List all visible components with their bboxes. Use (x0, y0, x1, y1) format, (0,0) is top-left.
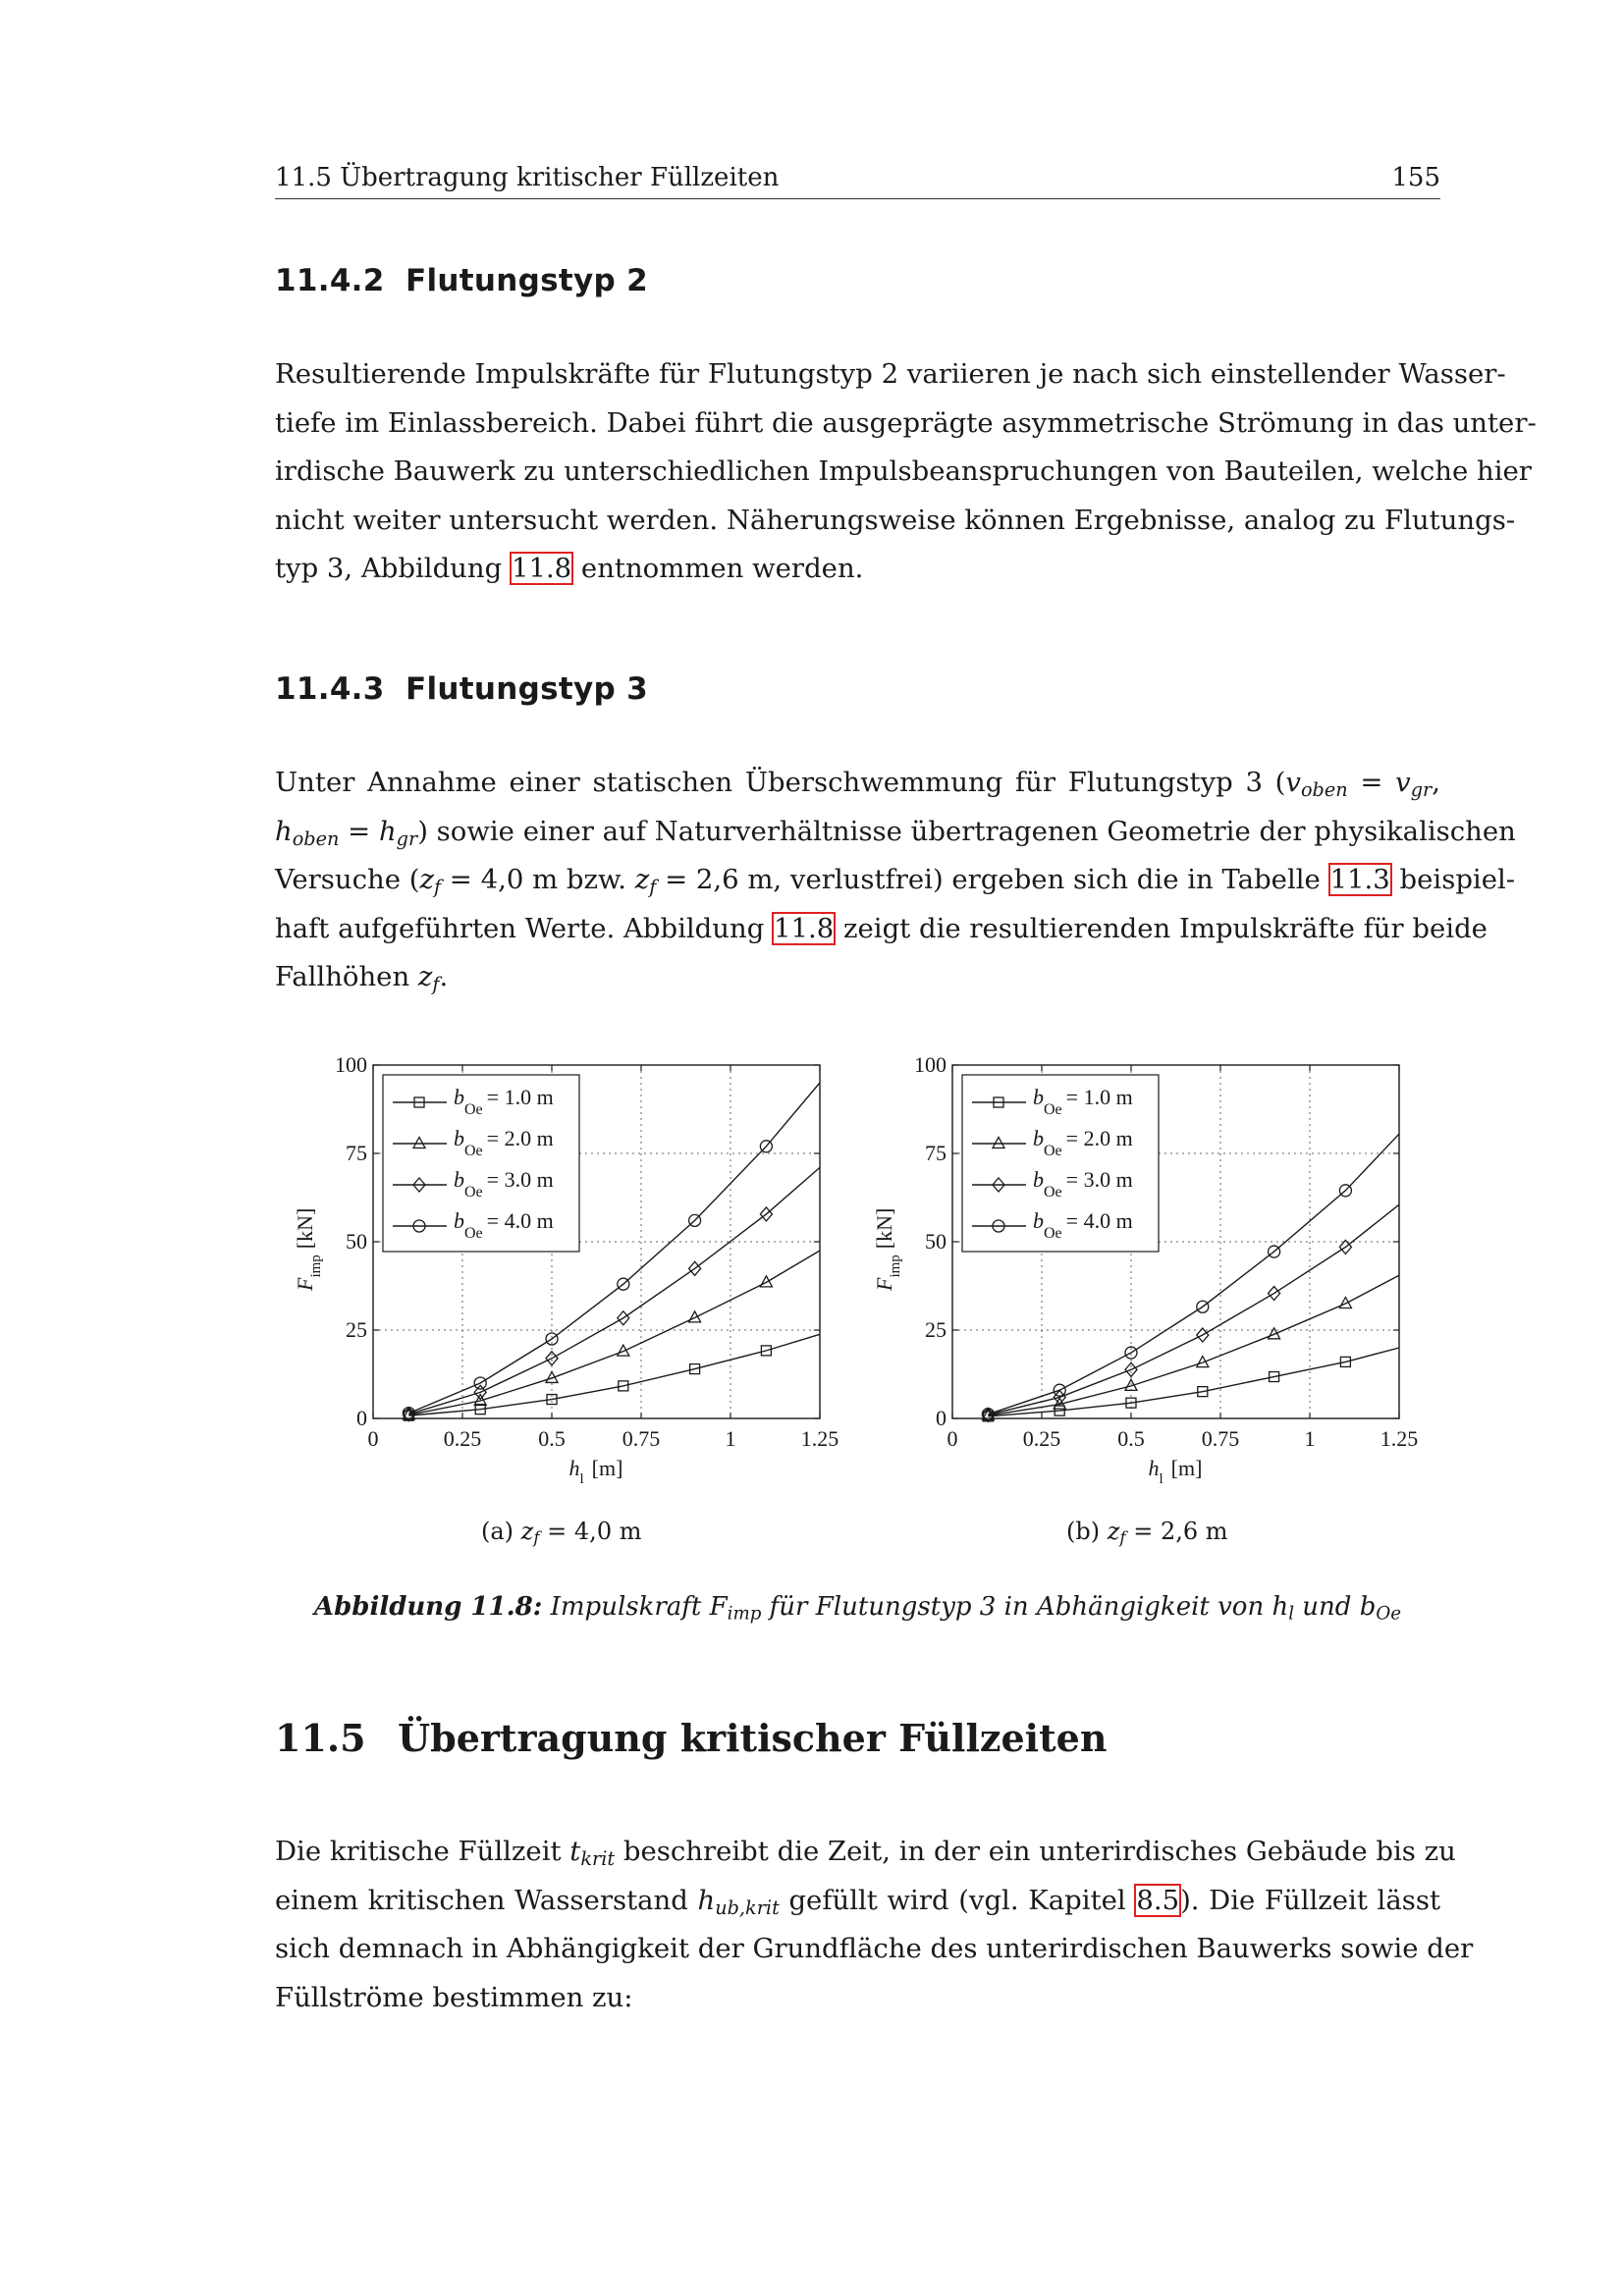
x-axis-label-unit: [m] (1170, 1456, 1203, 1480)
x-tick-label: 0.5 (1117, 1426, 1145, 1451)
legend-sub: Oe (464, 1143, 483, 1159)
y-tick-label: 100 (335, 1052, 367, 1077)
text-line: nicht weiter untersucht werden. Näherungsweise können Ergebnisse, analog zu Flutungs- (275, 504, 1516, 536)
subcaption-a (481, 1518, 641, 1547)
text-line (275, 905, 1488, 954)
text-line (275, 1877, 1440, 1926)
figure-link-11-8[interactable]: 11.8 (511, 553, 572, 584)
legend-value: = 2.0 m (486, 1126, 554, 1150)
math-var: v (1285, 767, 1301, 798)
math-sub: l (1288, 1603, 1295, 1625)
text-run: , (1432, 767, 1440, 798)
text-run: Impulskraft (542, 1592, 710, 1622)
legend-var: b (454, 1085, 464, 1109)
legend-var: b (1033, 1208, 1044, 1233)
chart-a (275, 1045, 854, 1507)
math-var: h (275, 815, 293, 847)
data-point (1269, 1328, 1280, 1339)
legend-value: = 4.0 m (486, 1208, 554, 1233)
data-point (618, 1345, 629, 1356)
x-tick-label: 1 (725, 1426, 736, 1451)
math-sub: krit (580, 1846, 616, 1870)
text-line (275, 856, 1516, 905)
y-tick-label: 50 (925, 1229, 947, 1254)
section-number: 11.4.3 (275, 671, 385, 707)
math-sub: f (433, 875, 442, 898)
legend-sub: Oe (1044, 1225, 1062, 1242)
text-line: tiefe im Einlassbereich. Dabei führt die ausgeprägte asymmetrische Strömung in das unter- (275, 406, 1537, 439)
chart-b (854, 1045, 1434, 1507)
math-sub: oben (292, 827, 340, 850)
legend-value: = 3.0 m (1065, 1167, 1133, 1192)
paragraph-flutungstyp-3 (275, 759, 1516, 1002)
text-run: für Flutungstyp 3 in Abhängigkeit von (761, 1592, 1272, 1622)
y-axis-label (872, 1208, 903, 1292)
math-var: b (1359, 1592, 1377, 1622)
text-line (275, 759, 1440, 808)
legend (962, 1075, 1159, 1252)
y-axis-label-sub: imp (308, 1255, 324, 1278)
math-var: h (378, 815, 397, 847)
y-tick-label: 50 (346, 1229, 367, 1254)
text-run: Fallhöhen (275, 961, 418, 992)
math-var: h (1271, 1592, 1289, 1622)
section-number: 11.5 (275, 1716, 366, 1760)
legend-var: b (454, 1167, 464, 1192)
y-axis-label-unit: [kN] (872, 1207, 896, 1250)
legend-value: = 1.0 m (1065, 1085, 1133, 1109)
section-heading-11-5 (275, 1716, 1107, 1760)
text-run: Versuche ( (275, 864, 420, 895)
legend-var: b (1033, 1085, 1044, 1109)
figure-link-11-8[interactable]: 11.8 (774, 912, 835, 944)
text-run: = 2,6 m (1125, 1518, 1228, 1545)
legend-var: b (454, 1126, 464, 1150)
text-run: ) sowie einer auf Naturverhältnisse übertragenen Geometrie der physikalischen (417, 815, 1516, 847)
text-run: und (1294, 1592, 1360, 1622)
math-sub: Oe (1376, 1603, 1402, 1625)
series-1 (404, 1334, 820, 1420)
text-run: Die kritische Füllzeit (275, 1836, 570, 1867)
x-axis-label-var: h (1148, 1456, 1160, 1480)
text-run: = 2,6 m, verlustfrei) ergeben sich die in Tabelle (656, 864, 1329, 895)
x-tick-label: 1 (1304, 1426, 1316, 1451)
math-sub: f (533, 1527, 540, 1548)
section-title: Flutungstyp 3 (406, 671, 648, 707)
text-line (275, 808, 1516, 857)
series-2 (982, 1275, 1399, 1419)
text-run: (b) (1066, 1518, 1108, 1545)
x-tick-label: 1.25 (800, 1426, 839, 1451)
x-axis-label-var: h (568, 1456, 580, 1480)
math-var: v (1395, 767, 1411, 798)
x-tick-label: 0.25 (443, 1426, 482, 1451)
page-number: 155 (1391, 163, 1440, 192)
y-axis-label-var: F (872, 1277, 896, 1291)
x-tick-label: 0.25 (1022, 1426, 1061, 1451)
math-sub: ub,krit (715, 1896, 780, 1919)
series-line (408, 1251, 820, 1415)
text-run: = (339, 815, 379, 847)
text-line: Resultierende Impulskräfte für Flutungstyp 2 variieren je nach sich einstellender Wasser- (275, 358, 1506, 390)
figure-11-8 (275, 1045, 854, 1507)
x-axis-label-sub: l (1159, 1471, 1163, 1487)
paragraph-fuellzeiten (275, 1828, 1474, 2022)
x-tick-label: 1.25 (1380, 1426, 1419, 1451)
section-heading-11-4-2 (275, 263, 648, 298)
text-run: entnommen werden. (572, 553, 864, 584)
legend-sub: Oe (1044, 1101, 1062, 1118)
subcaption-b (1066, 1518, 1228, 1547)
series-line (988, 1275, 1399, 1415)
legend-sub: Oe (1044, 1184, 1062, 1201)
section-heading-11-4-3 (275, 671, 648, 707)
math-var: z (419, 864, 434, 895)
section-number: 11.4.2 (275, 263, 385, 298)
text-line (275, 953, 1440, 1002)
y-tick-label: 25 (925, 1317, 947, 1342)
math-var: z (520, 1518, 534, 1545)
text-run: einem kritischen Wasserstand (275, 1884, 698, 1916)
math-var: z (634, 864, 650, 895)
legend-value: = 4.0 m (1065, 1208, 1133, 1233)
legend-sub: Oe (464, 1101, 483, 1118)
text-run: = (1347, 767, 1396, 798)
text-run: ). Die Füllzeit lässt (1180, 1884, 1440, 1916)
y-axis-label-unit: [kN] (293, 1207, 317, 1250)
math-var: t (569, 1836, 581, 1867)
y-tick-label: 75 (346, 1141, 367, 1165)
text-run: (a) (481, 1518, 521, 1545)
y-axis-label (293, 1208, 324, 1292)
x-tick-label: 0 (947, 1426, 958, 1451)
legend-sub: Oe (464, 1225, 483, 1242)
x-tick-label: 0.75 (1201, 1426, 1240, 1451)
y-tick-label: 75 (925, 1141, 947, 1165)
chapter-link-8-5[interactable]: 8.5 (1136, 1884, 1180, 1916)
math-sub: oben (1300, 777, 1348, 801)
text-run: typ 3, Abbildung (275, 553, 511, 584)
legend-value: = 2.0 m (1065, 1126, 1133, 1150)
legend-sub: Oe (1044, 1143, 1062, 1159)
x-axis-label-sub: l (579, 1471, 584, 1487)
data-point (689, 1311, 701, 1322)
legend-value: = 1.0 m (486, 1085, 554, 1109)
math-sub: f (1119, 1527, 1126, 1548)
text-run: = 4,0 m bzw. (441, 864, 635, 895)
text-run: gefüllt wird (vgl. Kapitel (779, 1884, 1136, 1916)
legend-value: = 3.0 m (486, 1167, 554, 1192)
caption-label: Abbildung 11.8: (313, 1592, 543, 1622)
x-tick-label: 0.75 (622, 1426, 661, 1451)
x-axis-label-unit: [m] (591, 1456, 623, 1480)
text-line (275, 1828, 1456, 1877)
math-var: z (417, 961, 433, 992)
figure-11-8b (854, 1045, 1434, 1507)
text-run: beschreibt die Zeit, in der ein unterirdisches Gebäude bis zu (615, 1836, 1456, 1867)
x-axis-label (1149, 1456, 1203, 1487)
section-title: Flutungstyp 2 (406, 263, 648, 298)
text-run: . (439, 961, 449, 992)
math-sub: gr (396, 827, 418, 850)
table-link-11-3[interactable]: 11.3 (1329, 864, 1390, 895)
legend-sub: Oe (464, 1184, 483, 1201)
data-point (1339, 1298, 1351, 1308)
x-tick-label: 0.5 (538, 1426, 566, 1451)
math-var: z (1107, 1518, 1120, 1545)
y-axis-label-sub: imp (888, 1255, 903, 1278)
text-line (275, 545, 1440, 594)
y-tick-label: 100 (914, 1052, 947, 1077)
series-2 (403, 1251, 820, 1419)
text-run: haft aufgeführten Werte. Abbildung (275, 912, 774, 944)
math-sub: gr (1410, 777, 1433, 801)
text-run: = 4,0 m (539, 1518, 642, 1545)
y-tick-label: 0 (936, 1406, 947, 1430)
y-tick-label: 0 (356, 1406, 367, 1430)
x-axis-label (569, 1456, 623, 1487)
legend-var: b (1033, 1126, 1044, 1150)
legend (383, 1075, 579, 1252)
text-line: Füllströme bestimmen zu: (275, 1981, 633, 2013)
y-axis-label-var: F (293, 1277, 317, 1291)
y-tick-label: 25 (346, 1317, 367, 1342)
math-sub: imp (727, 1603, 762, 1625)
text-line: irdische Bauwerk zu unterschiedlichen Impulsbeanspruchungen von Bauteilen, welche hier (275, 455, 1532, 487)
x-tick-label: 0 (367, 1426, 379, 1451)
section-title: Übertragung kritischer Füllzeiten (398, 1716, 1108, 1760)
series-line (408, 1334, 820, 1415)
legend-var: b (1033, 1167, 1044, 1192)
figure-caption (275, 1592, 1440, 1625)
text-run: zeigt die resultierenden Impulskräfte für beide (835, 912, 1488, 944)
math-var: F (709, 1592, 728, 1622)
text-run: beispiel- (1390, 864, 1516, 895)
running-head-title: 11.5 Übertragung kritischer Füllzeiten (275, 163, 780, 192)
math-sub: f (432, 972, 440, 995)
math-var: h (697, 1884, 716, 1916)
series-1 (983, 1348, 1399, 1421)
math-sub: f (649, 875, 657, 898)
text-run: Unter Annahme einer statischen Überschwemmung für Flutungstyp 3 ( (275, 767, 1286, 798)
running-head (275, 159, 1440, 199)
legend-var: b (454, 1208, 464, 1233)
text-line: sich demnach in Abhängigkeit der Grundfläche des unterirdischen Bauwerks sowie der (275, 1933, 1474, 1964)
paragraph-flutungstyp-2 (275, 350, 1537, 594)
